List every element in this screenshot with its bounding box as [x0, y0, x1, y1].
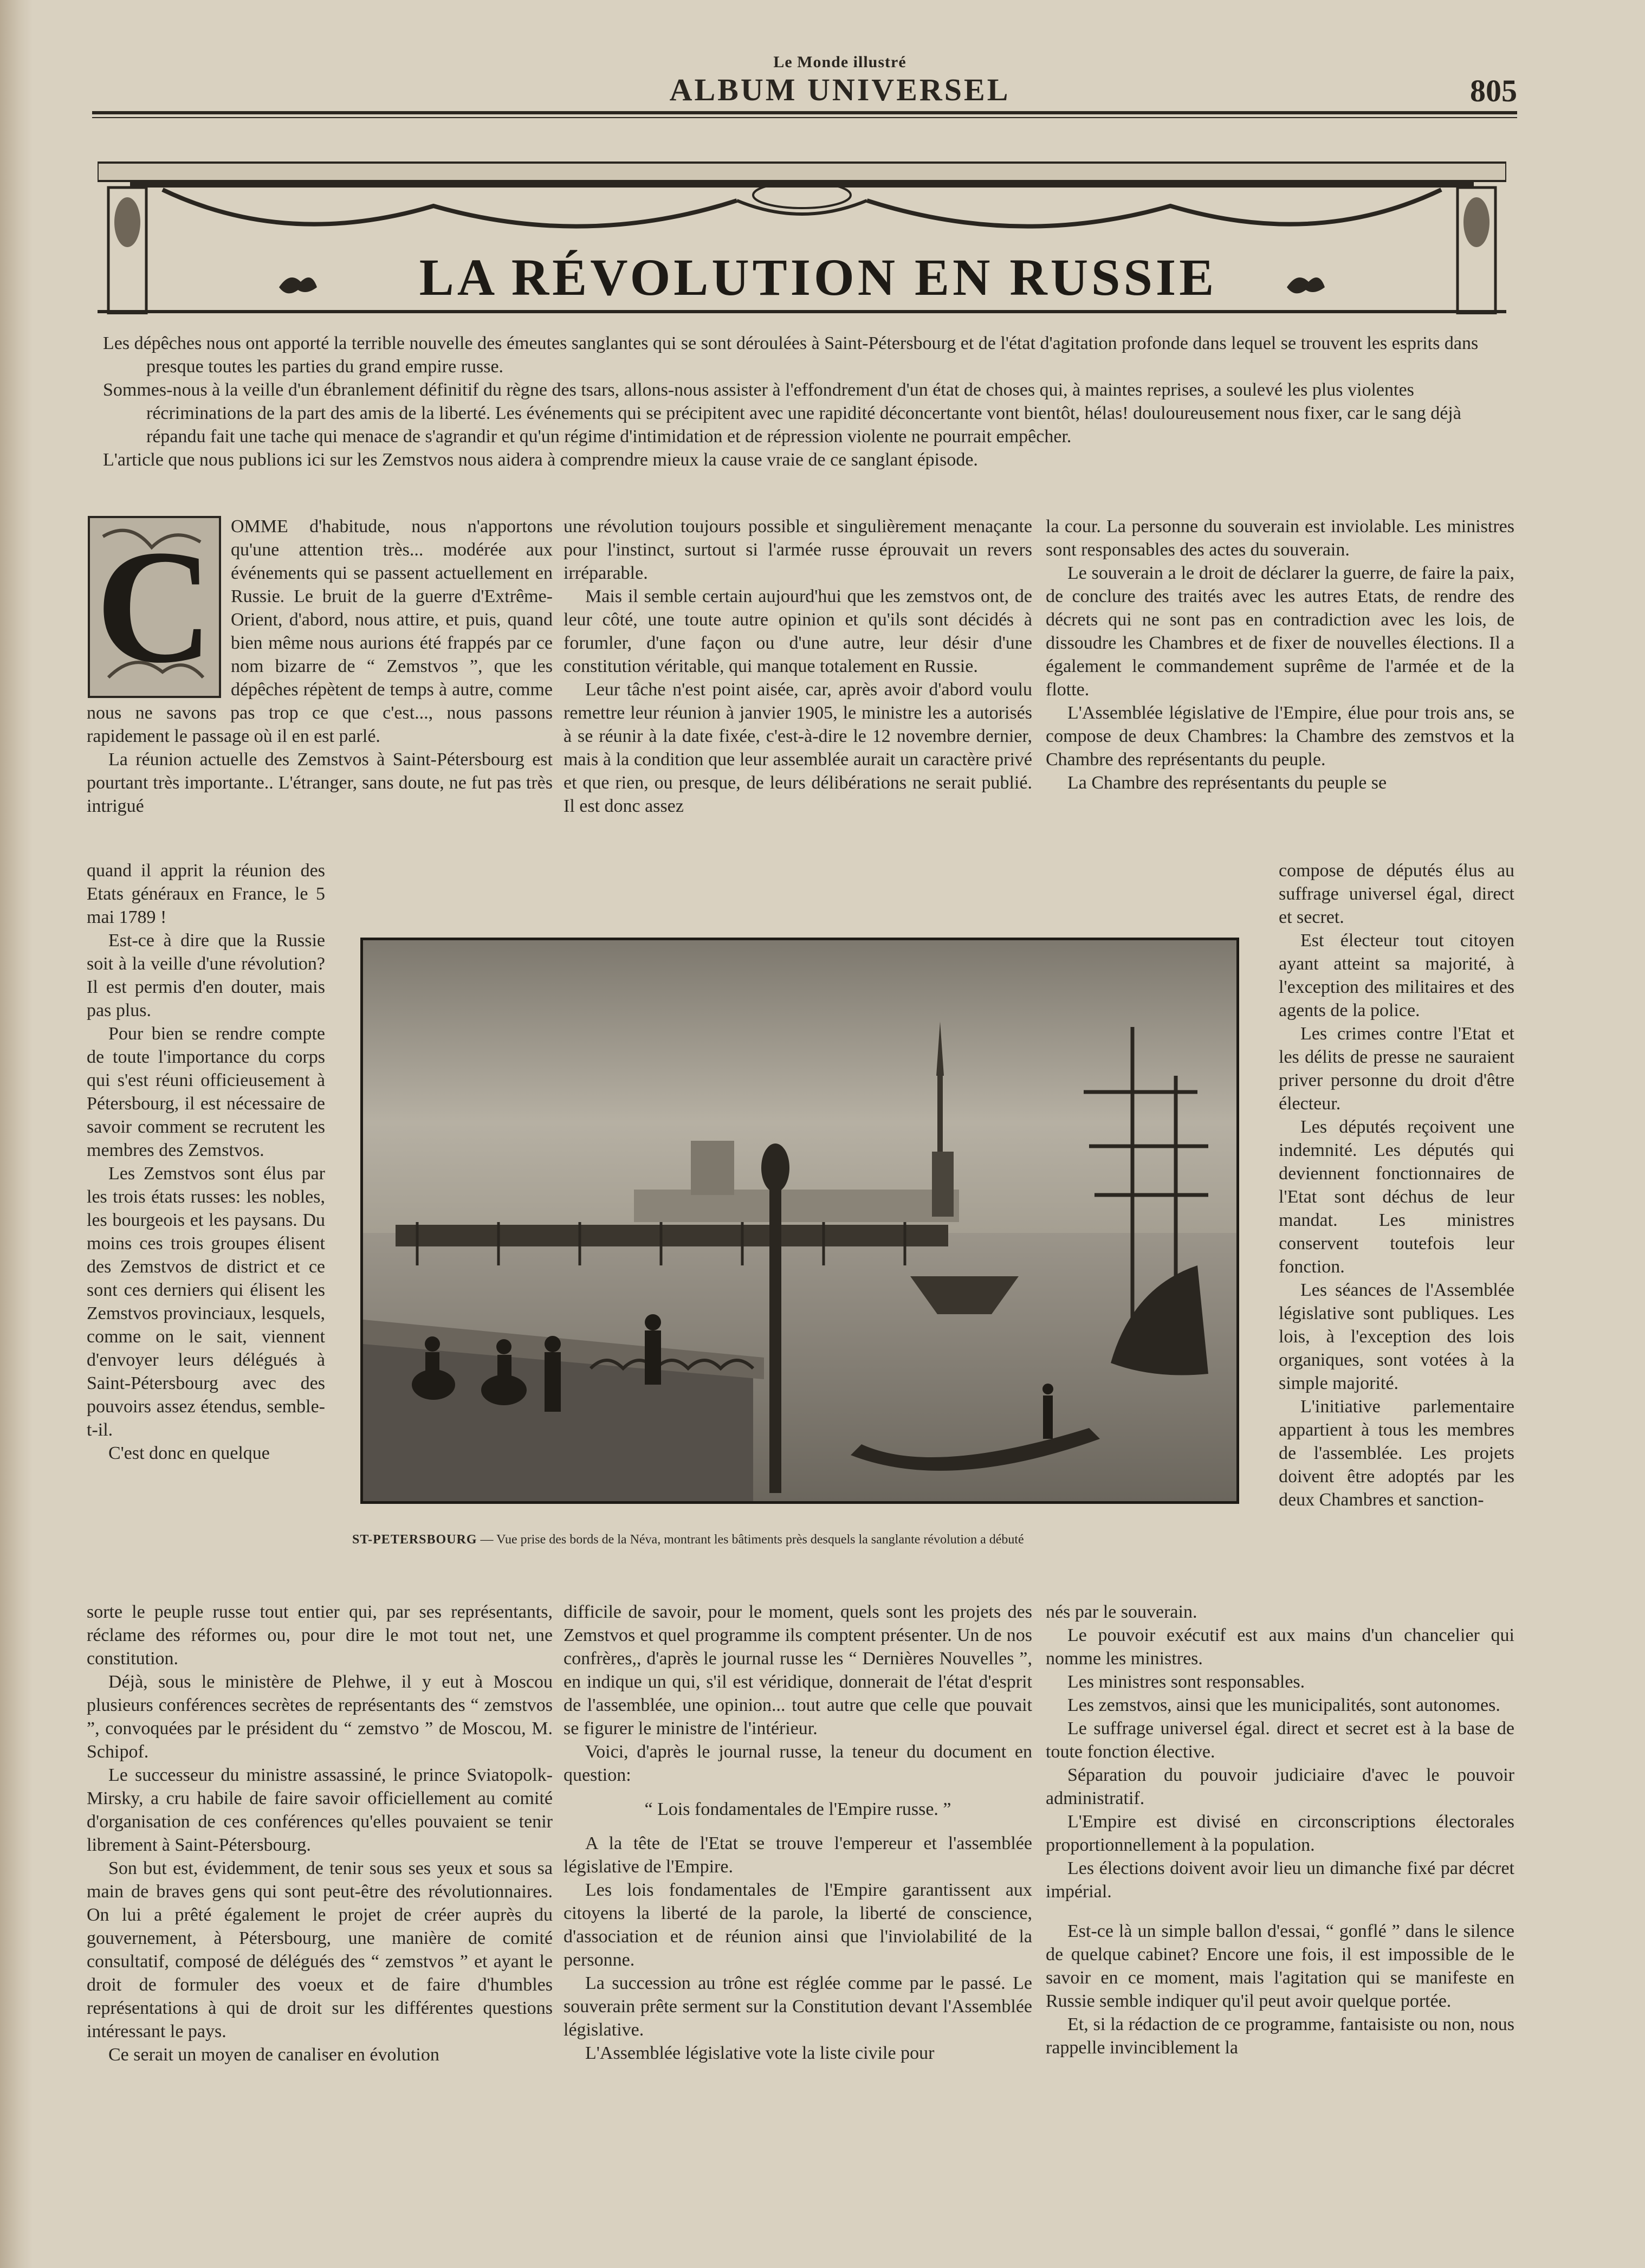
paragraph: Est électeur tout citoyen ayant atteint sa majorité, à l'exception des militaires et des agents de la police.	[1279, 931, 1514, 1020]
paragraph: Le pouvoir exécutif est aux mains d'un chancelier qui nomme les ministres.	[1046, 1625, 1514, 1669]
caption-text: — Vue prise des bords de la Néva, montrant les bâtiments près desquels la sanglante révolution a débuté	[477, 1533, 1024, 1547]
paragraph: Voici, d'après le journal russe, la teneur du document en question:	[564, 1742, 1032, 1785]
paragraph: La Chambre des représentants du peuple se	[1067, 773, 1387, 793]
paragraph: L'Empire est divisé en circonscriptions électorales proportionnellement à la population.	[1046, 1812, 1514, 1855]
ornate-dropcap	[87, 515, 222, 699]
paragraph: Les crimes contre l'Etat et les délits de presse ne sauraient priver personne du droit d'être électeur.	[1279, 1024, 1514, 1114]
paragraph: Leur tâche n'est point aisée, car, après avoir d'abord voulu remettre leur réunion à janvier 1905, le ministre les a autorisés à se réunir à la date fixée, c'est-à-dire le 12 novembre dernier, mais à la condition que leur assemblée aurait un caractère privé et que rien, ou presque, de leurs délibérations ne serait publié. Il est donc assez	[564, 680, 1032, 816]
column-2-top	[564, 515, 1032, 818]
paragraph: Le suffrage universel égal. direct et secret est à la base de toute fonction élective.	[1046, 1718, 1514, 1762]
paragraph: L'Assemblée législative de l'Empire, élue pour trois ans, se compose de deux Chambres: la Chambre des zemstvos et la Chambre des représentants du peuple.	[1046, 703, 1514, 770]
masthead-rule-thin	[92, 117, 1517, 118]
paragraph: Le successeur du ministre assassiné, le prince Sviatopolk-Mirsky, a cru habile de faire savoir officiellement au comité d'organisation de ces conférences qu'elles pouvaient se tenir librement à Saint-Pétersbourg.	[87, 1765, 553, 1855]
paragraph: L'initiative parlementaire appartient à tous les membres de l'assemblée. Les projets doivent être adoptés par les deux Chambres et sanction-	[1279, 1397, 1514, 1510]
paragraph: quand il apprit la réunion des Etats généraux en France, le 5 mai 1789 !	[87, 861, 325, 927]
paragraph: A la tête de l'Etat se trouve l'empereur et l'assemblée législative de l'Empire.	[564, 1833, 1032, 1877]
paragraph: Est-ce là un simple ballon d'essai, “ gonflé ” dans le silence de quelque cabinet? Encore une fois, il est impossible de le savoir en ce moment, mais l'agitation qui se manifeste en Russie semble indiquer qu'il peut avoir quelque portée.	[1046, 1921, 1514, 2011]
column-3-narrow	[1279, 859, 1514, 1511]
column-3-bottom	[1046, 1600, 1514, 2059]
paragraph: Les ministres sont responsables.	[1067, 1672, 1305, 1692]
paragraph: compose de députés élus au suffrage universel égal, direct et secret.	[1279, 861, 1514, 927]
paragraph: Le souverain a le droit de déclarer la guerre, de faire la paix, de conclure des traités avec les autres Etats, de rendre des décrets qui ne sont pas en contradiction avec les lois, de dissoudre les Chambres et de fixer de nouvelles élections. Il a également le commandement suprême de l'armée et de la flotte.	[1046, 563, 1514, 700]
paragraph: C'est donc en quelque	[108, 1443, 270, 1463]
paragraph: Les élections doivent avoir lieu un dimanche fixé par décret impérial.	[1046, 1858, 1514, 1902]
paragraph: Pour bien se rendre compte de toute l'importance du corps qui s'est réuni officieusement à Pétersbourg, il est nécessaire de savoir comment se recrutent les membres des Zemstvos.	[87, 1024, 325, 1160]
masthead-subtitle: Le Monde illustré	[773, 53, 906, 71]
engraving-neva-view	[360, 938, 1239, 1504]
column-1-top	[87, 515, 553, 818]
paragraph: L'Assemblée législative vote la liste civile pour	[585, 2043, 935, 2063]
paragraph: Les députés reçoivent une indemnité. Les députés qui deviennent fonctionnaires de l'Etat sont déchus de leur mandat. Les ministres conservent toutefois leur fonction.	[1279, 1117, 1514, 1277]
paragraph: Les Zemstvos sont élus par les trois états russes: les nobles, les bourgeois et les paysans. Du moins ces trois groupes élisent des Zemstvos de district et ce sont ces derniers qui élisent les Zemstvos provinciaux, lesquels, comme on le sait, viennent d'envoyer leurs délégués à Saint-Pétersbourg avec des pouvoirs assez étendus, semble-t-il.	[87, 1164, 325, 1440]
article-intro	[103, 332, 1501, 471]
paragraph: Déjà, sous le ministère de Plehwe, il y eut à Moscou plusieurs conférences secrètes de représentants des “ zemstvos ”, convoquées par le président du “ zemstvo ” de Moscou, M. Schipof.	[87, 1672, 553, 1762]
column-3-top	[1046, 515, 1514, 794]
masthead-title: ALBUM UNIVERSEL	[669, 72, 1011, 107]
paragraph: une révolution toujours possible et singulièrement menaçante pour l'instinct, surtout si l'armée russe éprouvait un revers irréparable.	[564, 516, 1032, 583]
paragraph: Les lois fondamentales de l'Empire garantissent aux citoyens la liberté de la parole, la liberté de conscience, d'association et de réunion ainsi que l'inviolabilité de la personne.	[564, 1880, 1032, 1970]
paragraph: Est-ce à dire que la Russie soit à la veille d'une révolution? Il est permis d'en douter, mais pas plus.	[87, 931, 325, 1020]
paragraph: Séparation du pouvoir judiciaire d'avec le pouvoir administratif.	[1046, 1765, 1514, 1808]
illustration-caption	[352, 1533, 1273, 1547]
column-1-narrow	[87, 859, 325, 1465]
paragraph: OMME d'habitude, nous n'apportons qu'une attention très... modérée aux événements qui se passent actuellement en Russie. Le bruit de la guerre d'Extrême-Orient, d'abord, nous attire, et puis, quand bien même nous aurions été frappés par ce nom bizarre de “ Zemstvos ”, que les dépêches répètent de temps à autre, comme nous ne savons pas trop ce que c'est..., nous passons rapidement le passage où il en est parlé.	[87, 516, 553, 746]
document-title-quote: “ Lois fondamentales de l'Empire russe. ”	[644, 1799, 951, 1819]
paragraph: difficile de savoir, pour le moment, quels sont les projets des Zemstvos et quel programme ils comptent présenter. Un de nos confrères,, d'après le journal russe les “ Dernières Nouvelles ”, en indique un qui, s'il est véridique, donnerait de l'état d'esprit de l'assemblée, une opinion... tout autre que celle que pouvait se figurer le ministre de l'intérieur.	[564, 1602, 1032, 1739]
intro-paragraph: L'article que nous publions ici sur les Zemstvos nous aidera à comprendre mieux la cause vraie de ce sanglant épisode.	[103, 450, 978, 470]
page-number: 805	[1470, 73, 1517, 108]
paragraph: Mais il semble certain aujourd'hui que les zemstvos ont, de leur côté, une toute autre opinion et qu'ils sont décidés à forumler, d'une façon ou d'une autre, leur désir d'une constitution véritable, qui manque totalement en Russie.	[564, 586, 1032, 676]
paragraph: sorte le peuple russe tout entier qui, par ses représentants, réclame des réformes ou, pour dire le mot tout net, une constitution.	[87, 1602, 553, 1669]
paragraph: Et, si la rédaction de ce programme, fantaisiste ou non, nous rappelle invinciblement la	[1046, 2014, 1514, 2058]
intro-paragraph: Les dépêches nous ont apporté la terrible nouvelle des émeutes sanglantes qui se sont déroulées à Saint-Pétersbourg et de l'état d'agitation profonde dans lequel se trouvent les esprits dans presque toutes les parties du grand empire russe.	[103, 333, 1479, 377]
paragraph: Ce serait un moyen de canaliser en évolution	[108, 2045, 439, 2065]
paragraph: la cour. La personne du souverain est inviolable. Les ministres sont responsables des actes du souverain.	[1046, 516, 1514, 560]
paragraph: La réunion actuelle des Zemstvos à Saint-Pétersbourg est pourtant très importante.. L'étranger, sans doute, ne fut pas très intrigué	[87, 749, 553, 816]
paragraph: La succession au trône est réglée comme par le passé. Le souverain prête serment sur la Constitution devant l'Assemblée législative.	[564, 1973, 1032, 2040]
page-binding-shadow	[0, 0, 33, 2268]
paragraph: Son but est, évidemment, de tenir sous ses yeux et sous sa main de braves gens qui sont peut-être des révolutionnaires. On lui a prêté également le projet de créer auprès du gouvernement, à Pétersbourg, une manière de comité consultatif, composé de délégués des “ zemstvos ” et ayant le droit de formuler des voeux et de faire d'humbles représentations à qui de droit sur les différentes questions intéressant le pays.	[87, 1858, 553, 2041]
paragraph: nés par le souverain.	[1046, 1602, 1197, 1622]
paragraph: Les zemstvos, ainsi que les municipalités, sont autonomes.	[1067, 1695, 1500, 1715]
masthead-rule	[92, 111, 1517, 114]
intro-paragraph: Sommes-nous à la veille d'un ébranlement définitif du règne des tsars, allons-nous assister à l'effondrement d'un état de choses qui, à maintes reprises, a soulevé les plus violentes récriminations de la part des amis de la liberté. Les événements qui se précipitent avec une rapidité déconcertante vont bientôt, hélas! douloureusement nous fixer, car le sang déjà répandu fait une tache qui menace de s'agrandir et qu'un régime d'intimidation et de répression violente ne pourrait empêcher.	[103, 380, 1461, 447]
caption-place: ST-PETERSBOURG	[352, 1533, 477, 1547]
paragraph: Les séances de l'Assemblée législative sont publiques. Les lois, à l'exception des lois organiques, sont votées à la simple majorité.	[1279, 1280, 1514, 1393]
dropcap-letter: C	[95, 516, 213, 696]
column-1-bottom	[87, 1600, 553, 2066]
column-2-bottom	[564, 1600, 1032, 2065]
article-title: LA RÉVOLUTION EN RUSSIE	[419, 248, 1217, 306]
engraving-image	[363, 940, 1236, 1501]
